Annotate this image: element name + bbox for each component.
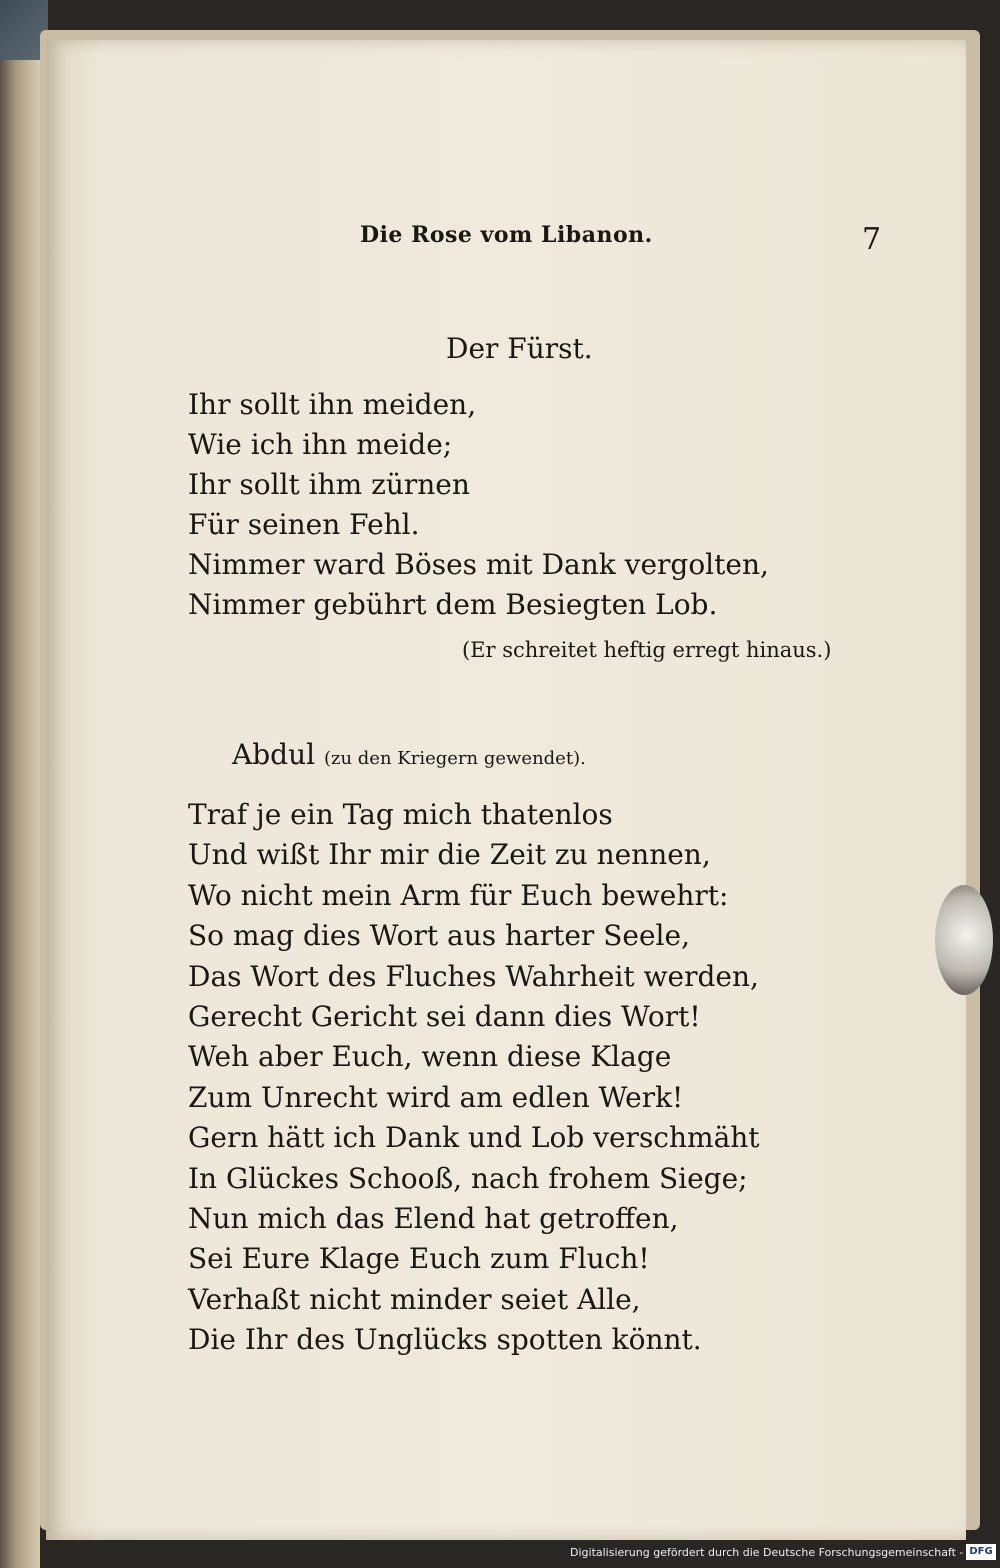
speaker-name: Abdul: [232, 738, 316, 771]
verse-line: Traf je ein Tag mich thatenlos: [188, 798, 613, 831]
book-binding-left: [0, 0, 40, 1568]
verse-line: Nimmer gebührt dem Besiegten Lob.: [188, 588, 718, 621]
verse-line: So mag dies Wort aus harter Seele,: [188, 919, 690, 953]
verse-line: Gerecht Gericht sei dann dies Wort!: [188, 999, 701, 1033]
verse-line: Wie ich ihn meide;: [188, 428, 453, 461]
verse-line: In Glückes Schooß, nach frohem Siege;: [188, 1161, 748, 1195]
dfg-logo: DFG: [966, 1544, 996, 1560]
speaker-direction: (zu den Kriegern gewendet).: [323, 748, 586, 769]
verse-line: Sei Eure Klage Euch zum Fluch!: [188, 1242, 650, 1276]
verse-line: Nimmer ward Böses mit Dank vergolten,: [188, 548, 769, 581]
verse-line: Für seinen Fehl.: [188, 508, 420, 541]
verse-line: Und wißt Ihr mir die Zeit zu nennen,: [188, 838, 711, 872]
verse-line: Die Ihr des Unglücks spotten könnt.: [188, 1323, 702, 1357]
page-number: 7: [862, 222, 882, 257]
verse-line: Weh aber Euch, wenn diese Klage: [188, 1040, 672, 1074]
speaker-heading: [232, 738, 586, 771]
verse-line: Wo nicht mein Arm für Euch bewehrt:: [188, 878, 729, 912]
verse-block: [188, 795, 760, 1360]
verse-block: [188, 385, 769, 625]
verse-line: Ihr sollt ihn meiden,: [188, 388, 477, 421]
page-clip: [935, 885, 993, 995]
verse-line: Zum Unrecht wird am edlen Werk!: [188, 1080, 684, 1114]
digitization-credit: Digitalisierung gefördert durch die Deutsche Forschungsgemeinschaft -: [570, 1546, 964, 1559]
speaker-heading: Der Fürst.: [446, 332, 593, 365]
verse-line: Verhaßt nicht minder seiet Alle,: [188, 1282, 641, 1316]
running-header-title: Die Rose vom Libanon.: [360, 222, 653, 248]
verse-line: Nun mich das Elend hat getroffen,: [188, 1201, 679, 1235]
verse-line: Ihr sollt ihm zürnen: [188, 468, 470, 501]
verse-line: Gern hätt ich Dank und Lob verschmäht: [188, 1121, 760, 1155]
verse-line: Das Wort des Fluches Wahrheit werden,: [188, 959, 759, 993]
stage-direction: (Er schreitet heftig erregt hinaus.): [462, 638, 832, 662]
